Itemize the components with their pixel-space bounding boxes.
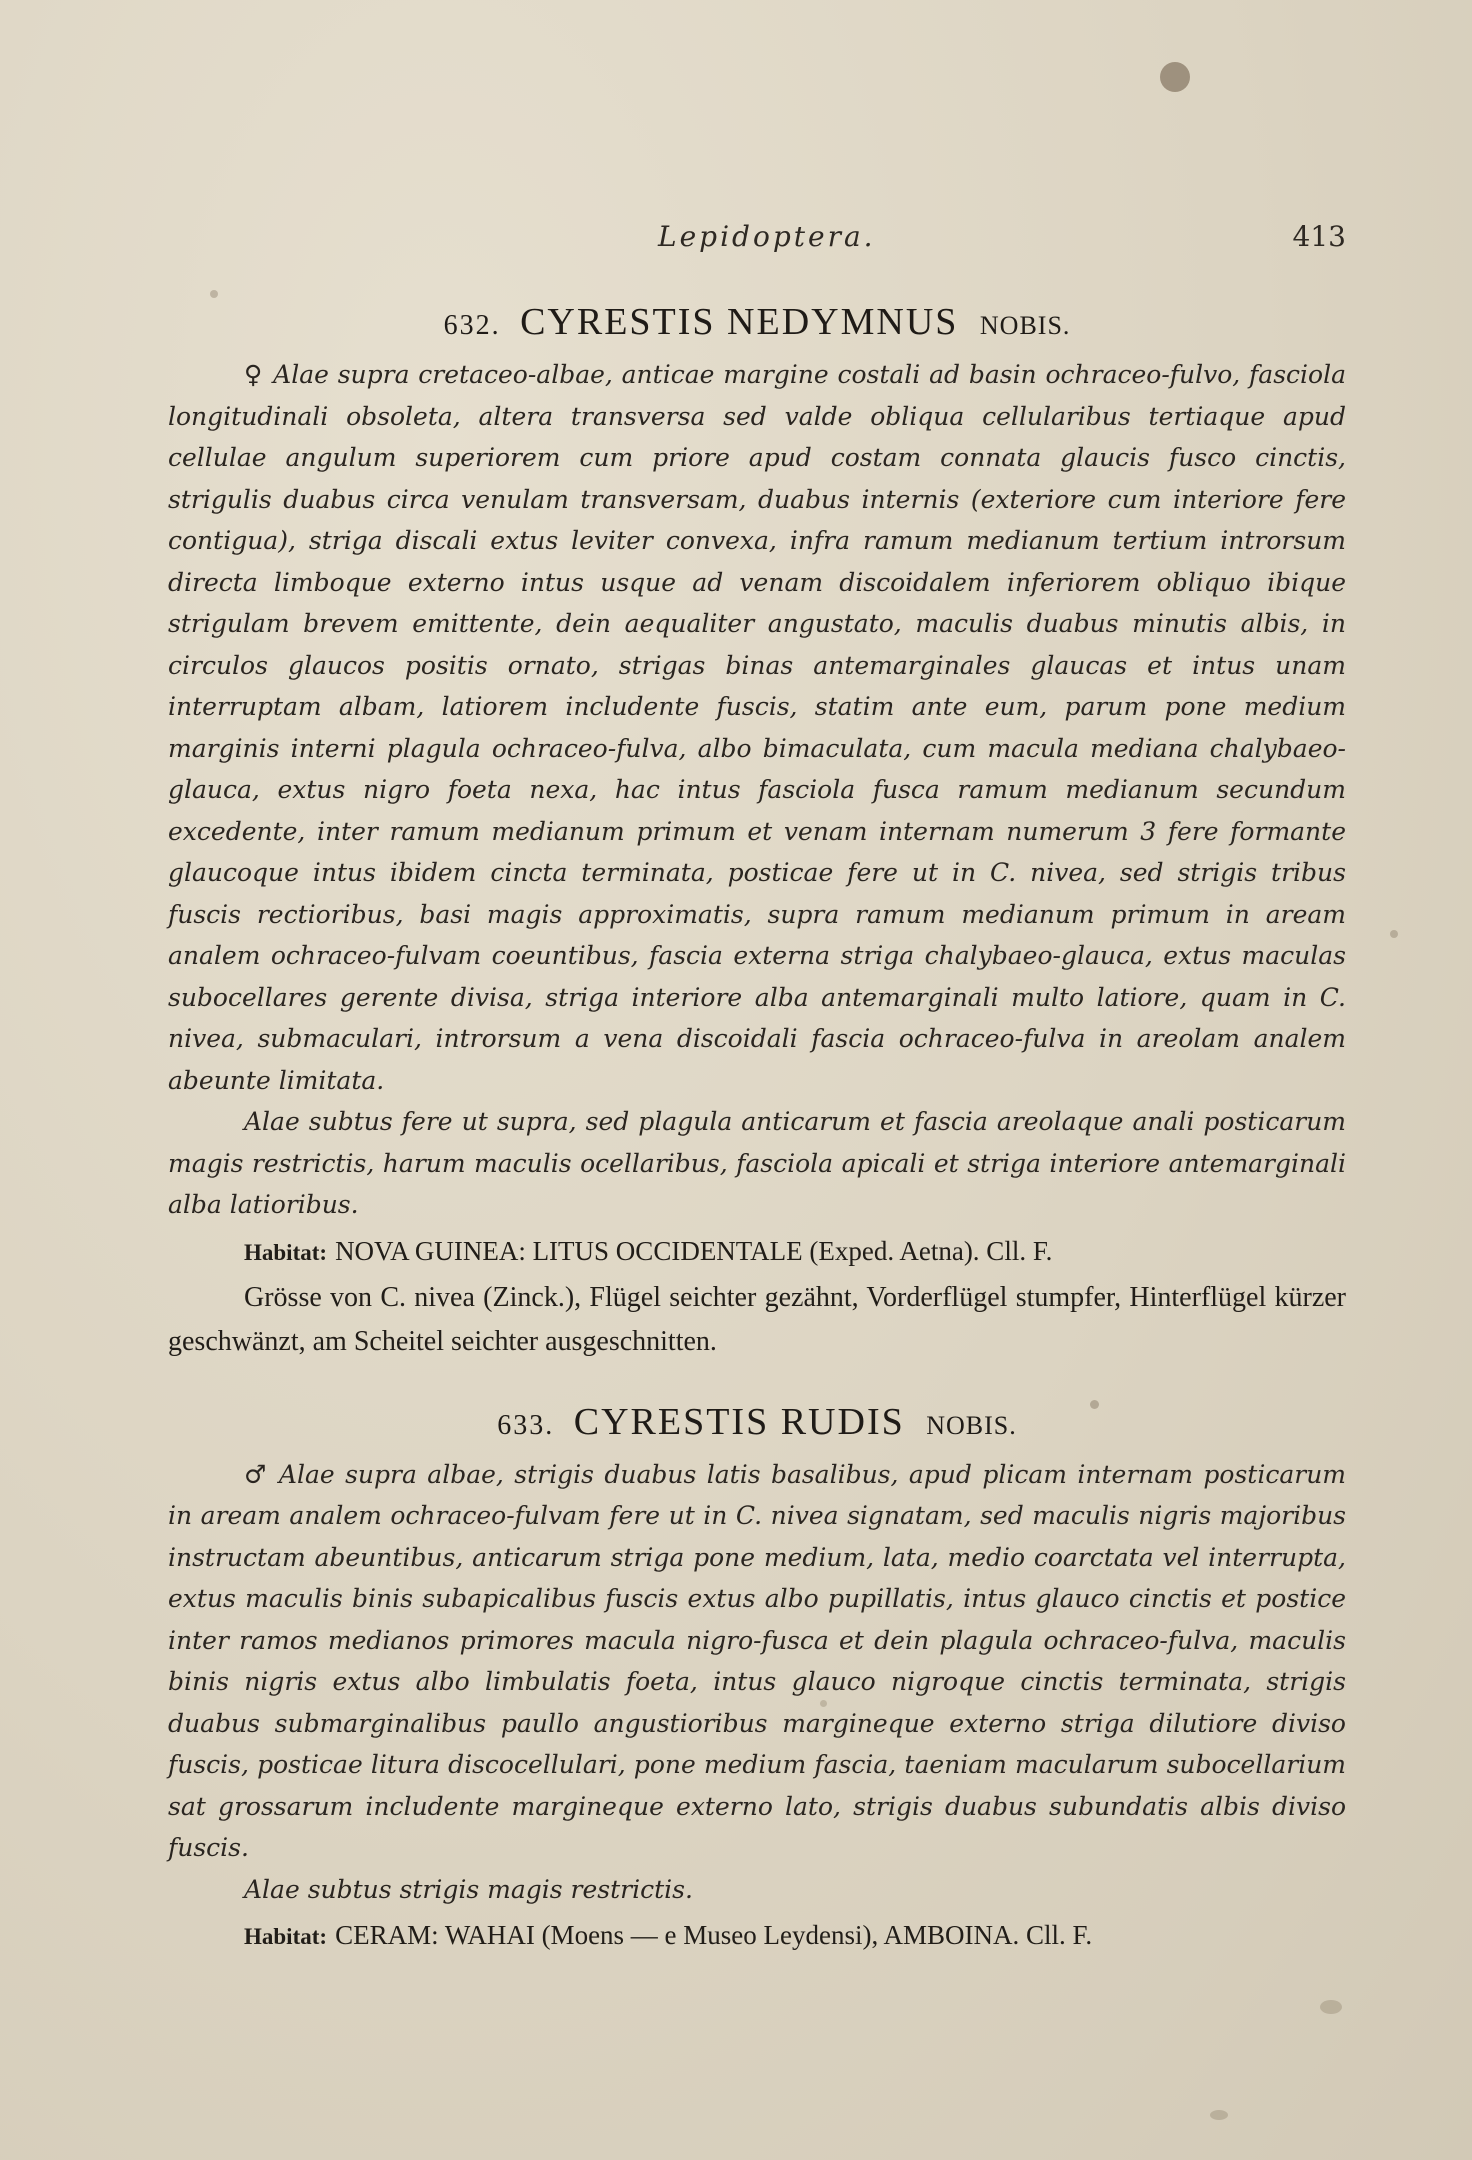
species-number: 633. [497,1409,555,1441]
male-symbol-icon: ♂ [244,1459,269,1489]
foxing-spot [1390,930,1398,938]
running-title: Lepidoptera. [658,220,876,253]
species-number: 632. [443,310,501,341]
species-name: CYRESTIS RUDIS [573,1400,905,1443]
species-author: NOBIS. [979,311,1071,340]
habitat-label: Habitat: [244,1239,328,1265]
description-upperside-text: Alae supra cretaceo-albae, anticae margine costali ad basin ochraceo-fulvo, fasciola longitudinali obsoleta, altera transversa sed valde obliqua cellularibus tertiaque apud cellulae angulum superiorem cum priore apud costam connata glaucis fusco cinctis, strigulis duabus circa venulam transversam, duabus internis (exteriore cum interiore fere contigua), striga discali extus leviter convexa, infra ramum medianum tertium introrsum directa limboque externo intus usque ad venam discoidalem inferiorem obliquo ibique strigulam brevem emittente, dein aequaliter angustato, maculis duabus minutis albis, in circulos glaucos positis ornato, strigas binas antemarginales glaucas et intus unam interruptam albam, latiorem includente fuscis, statim ante eum, parum pone medium marginis interni plagula ochraceo-fulva, albo bimaculata, cum macula mediana chalybaeo-glauca, extus nigro foeta nexa, hac intus fasciola fusca ramum medianum secundum excedente, inter ramum medianum primum et venam internam numerum 3 fere formante glaucoque intus ibidem cincta terminata, posticae fere ut in C. nivea, sed strigis tribus fuscis rectioribus, basi magis approximatis, supra ramum medianum primum in aream analem ochraceo-fulvam coeuntibus, fascia externa striga chalybaeo-glauca, extus maculas subocellares gerente divisa, striga interiore alba antemarginali multo latiore, quam in C. nivea, submaculari, introrsum a vena discoidali fascia ochraceo-fulva in areolam analem abeunte limitata. [168,360,1346,1095]
female-symbol-icon: ♀ [244,360,264,389]
german-note: Grösse von C. nivea (Zinck.), Flügel seichter gezähnt, Vorderflügel stumpfer, Hinterflügel kürzer geschwänzt, am Scheitel seichter ausgeschnitten. [168,1281,1346,1357]
description-underside: Alae subtus fere ut supra, sed plagula anticarum et fascia areolaque anali posticarum magis restrictis, harum maculis ocellaribus, fasciola apicali et striga interiore antemarginali alba latioribus. [168,1107,1346,1219]
foxing-spot [1210,2110,1228,2120]
description-upperside [168,1454,1346,1869]
running-head [168,220,1346,270]
page-number: 413 [1292,220,1346,253]
species-heading-633 [168,1400,1346,1444]
habitat-line [168,1230,1346,1274]
habitat-text: NOVA GUINEA: LITUS OCCIDENTALE (Exped. Aetna). Cll. F. [335,1235,1053,1266]
description-underside: Alae subtus strigis magis restrictis. [244,1874,693,1904]
habitat-label: Habitat: [244,1924,328,1949]
species-heading-632 [168,300,1346,344]
habitat-line [168,1914,1346,1958]
species-name: CYRESTIS NEDYMNUS [520,301,959,343]
description-upperside [168,354,1346,1101]
species-author: NOBIS. [926,1410,1017,1440]
foxing-spot [1320,2000,1342,2014]
page-content [168,220,1346,1958]
ink-blot [1160,62,1190,92]
habitat-text: CERAM: WAHAI (Moens — e Museo Leydensi), AMBOINA. Cll. F. [335,1920,1093,1950]
description-upperside-text: Alae supra albae, strigis duabus latis basalibus, apud plicam internam posticarum in aream analem ochraceo-fulvam fere ut in C. nivea signatam, sed maculis nigris majoribus instructam abeuntibus, anticarum striga pone medium, lata, medio coarctata vel interrupta, extus maculis binis subapicalibus fuscis extus albo pupillatis, intus glauco cinctis et postice inter ramos medianos primores macula nigro-fusca et dein plagula ochraceo-fulva, maculis binis nigris extus albo limbulatis foeta, intus glauco nigroque cinctis terminata, strigis duabus submarginalibus paullo angustioribus margineque externo striga dilutiore diviso fuscis, posticae litura discocellulari, pone medium fascia, taeniam macularum subocellarium sat grossarum includente margineque externo lato, strigis duabus subundatis albis diviso fuscis. [168,1459,1346,1862]
